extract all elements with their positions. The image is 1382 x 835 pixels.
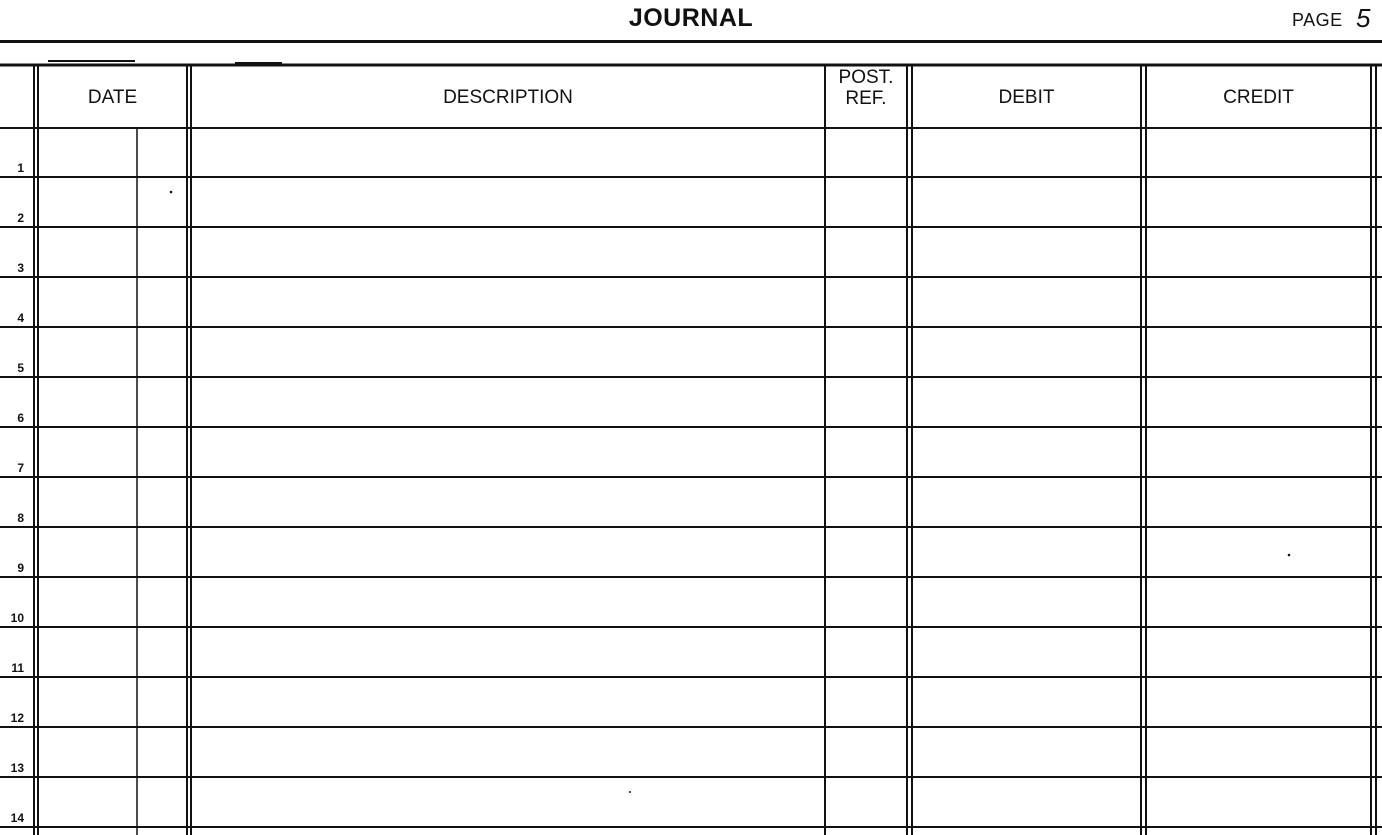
column-header-description: DESCRIPTION	[443, 86, 573, 108]
row-number: 1	[17, 161, 24, 175]
row-number: 11	[11, 661, 24, 675]
stray-mark	[1288, 554, 1291, 557]
row-number: 9	[17, 561, 24, 575]
page-label: PAGE	[1292, 10, 1343, 30]
row-number: 6	[17, 411, 24, 425]
row-number: 4	[17, 311, 24, 325]
stray-mark	[629, 791, 631, 793]
post-ref-line-2: REF.	[845, 88, 887, 109]
column-header-post-ref	[825, 65, 907, 129]
row-number: 5	[17, 361, 24, 375]
row-number: 10	[10, 611, 24, 625]
column-header-debit: DEBIT	[998, 86, 1055, 108]
row-number: 7	[17, 461, 24, 475]
row-number: 2	[17, 211, 24, 225]
row-number: 14	[10, 811, 24, 825]
row-number: 12	[10, 711, 24, 725]
stray-mark	[170, 191, 173, 194]
row-number: 13	[10, 761, 24, 775]
row-number: 8	[17, 511, 24, 525]
column-header-date: DATE	[87, 86, 138, 108]
row-number: 3	[17, 261, 24, 275]
column-header-credit: CREDIT	[1223, 86, 1294, 108]
page-number: 5	[1356, 3, 1371, 33]
post-ref-line-1: POST.	[838, 67, 894, 88]
journal-title: JOURNAL	[628, 4, 754, 32]
